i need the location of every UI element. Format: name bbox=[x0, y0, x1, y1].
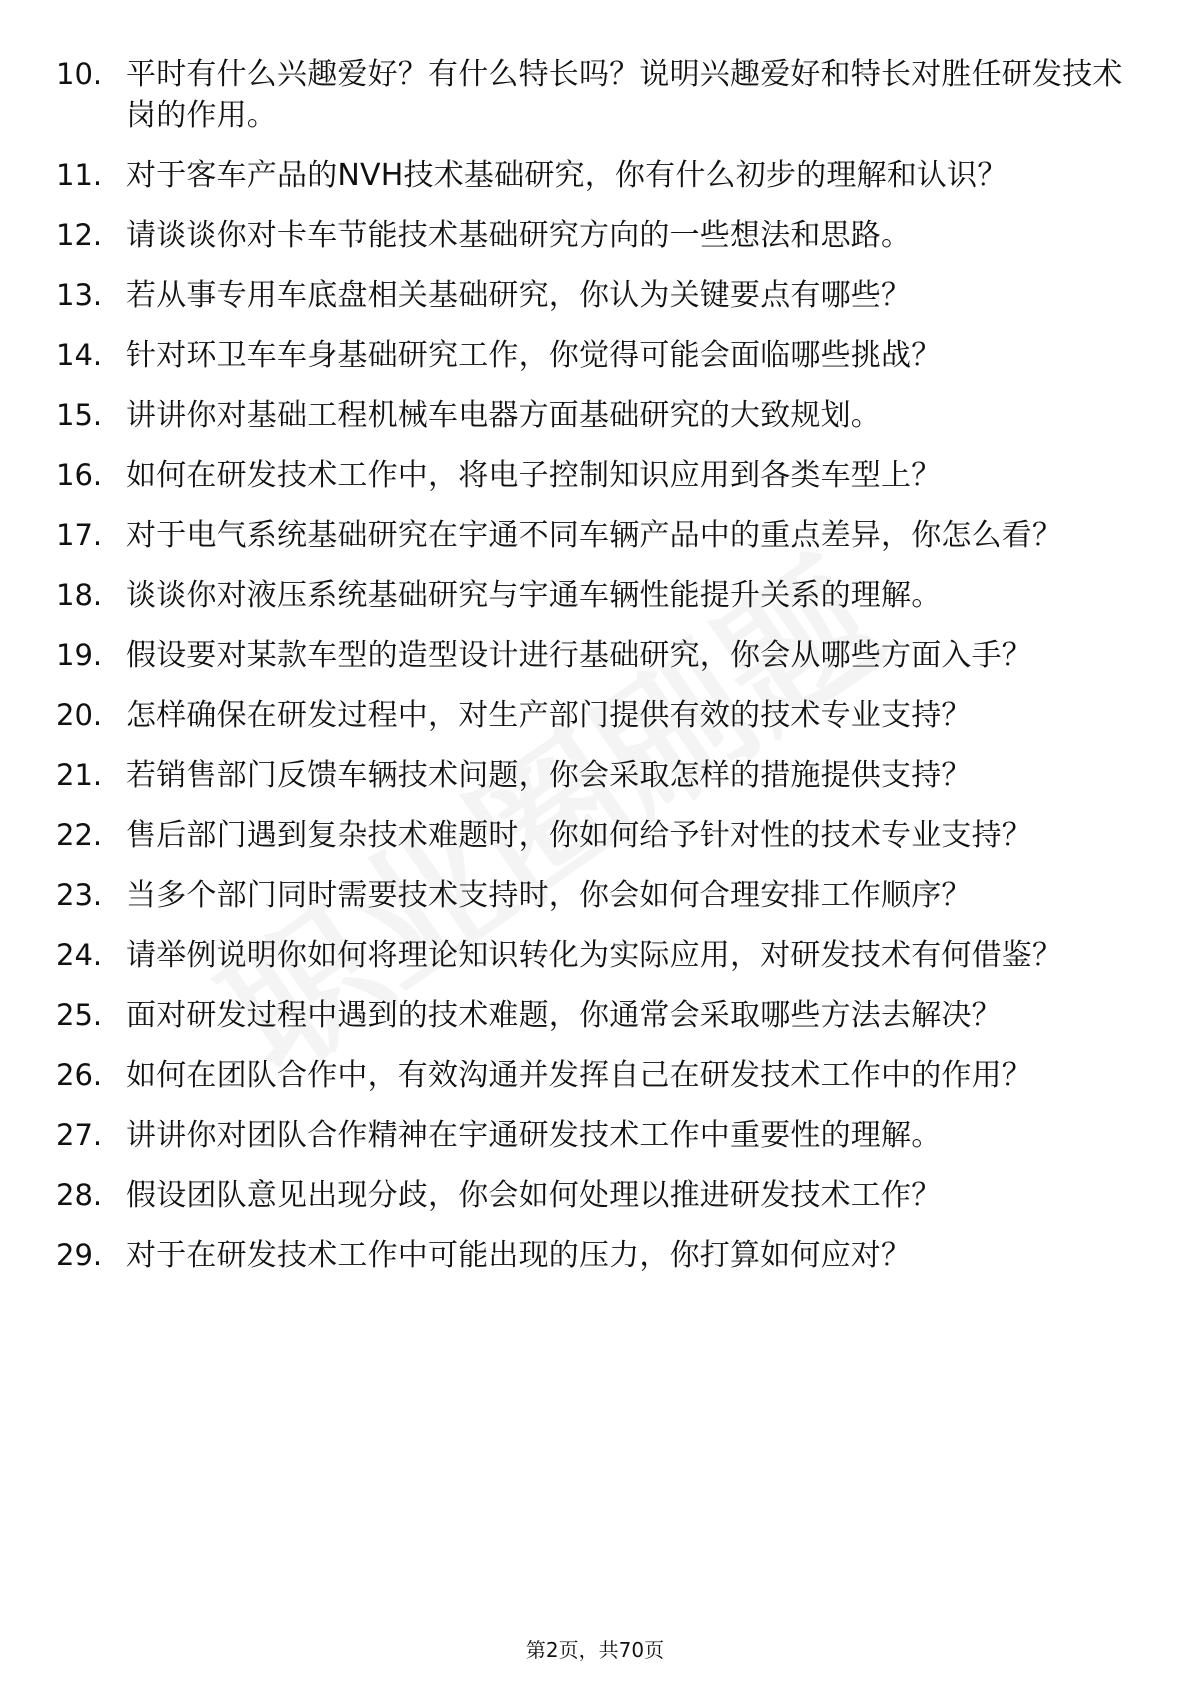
question-text: 假设要对某款车型的造型设计进行基础研究，你会从哪些方面入手？ bbox=[126, 638, 1032, 673]
question-number: 15. bbox=[56, 398, 103, 432]
question-number: 25. bbox=[56, 998, 103, 1032]
question-text: 针对环卫车车身基础研究工作，你觉得可能会面临哪些挑战？ bbox=[126, 338, 942, 373]
question-list bbox=[56, 54, 1126, 1295]
question-text: 若销售部门反馈车辆技术问题，你会采取怎样的措施提供支持？ bbox=[126, 758, 972, 793]
question-text: 请举例说明你如何将理论知识转化为实际应用，对研发技术有何借鉴？ bbox=[126, 938, 1063, 973]
question-item bbox=[56, 1115, 1126, 1156]
question-number: 18. bbox=[56, 578, 103, 612]
question-number: 16. bbox=[56, 458, 103, 492]
question-text: 售后部门遇到复杂技术难题时，你如何给予针对性的技术专业支持？ bbox=[126, 818, 1032, 853]
question-text: 对于在研发技术工作中可能出现的压力，你打算如何应对？ bbox=[126, 1238, 912, 1273]
question-number: 10. bbox=[56, 57, 103, 91]
question-item bbox=[56, 275, 1126, 316]
question-item bbox=[56, 395, 1126, 436]
question-number: 21. bbox=[56, 758, 103, 792]
question-number: 17. bbox=[56, 518, 103, 552]
question-number: 26. bbox=[56, 1058, 103, 1092]
question-item bbox=[56, 935, 1126, 976]
question-item bbox=[56, 575, 1126, 616]
question-number: 19. bbox=[56, 638, 103, 672]
question-number: 29. bbox=[56, 1238, 103, 1272]
question-number: 12. bbox=[56, 218, 103, 252]
question-text: 如何在团队合作中，有效沟通并发挥自己在研发技术工作中的作用？ bbox=[126, 1058, 1032, 1093]
question-text: 面对研发过程中遇到的技术难题，你通常会采取哪些方法去解决？ bbox=[126, 998, 1002, 1033]
page-footer: 第2页，共70页 bbox=[525, 1638, 665, 1662]
question-item bbox=[56, 455, 1126, 496]
question-item bbox=[56, 695, 1126, 736]
question-number: 27. bbox=[56, 1118, 103, 1152]
question-number: 20. bbox=[56, 698, 103, 732]
question-number: 22. bbox=[56, 818, 103, 852]
question-item bbox=[56, 755, 1126, 796]
question-number: 23. bbox=[56, 878, 103, 912]
question-item bbox=[56, 635, 1126, 676]
question-text: 若从事专用车底盘相关基础研究，你认为关键要点有哪些？ bbox=[126, 278, 912, 313]
question-item bbox=[56, 515, 1126, 556]
question-text: 对于电气系统基础研究在宇通不同车辆产品中的重点差异，你怎么看？ bbox=[126, 518, 1063, 553]
question-item bbox=[56, 155, 1126, 196]
question-number: 11. bbox=[56, 158, 103, 192]
question-item bbox=[56, 995, 1126, 1036]
question-item bbox=[56, 1235, 1126, 1276]
question-item bbox=[56, 335, 1126, 376]
question-text: 平时有什么兴趣爱好？有什么特长吗？说明兴趣爱好和特长对胜任研发技术岗的作用。 bbox=[126, 57, 1123, 133]
question-number: 13. bbox=[56, 278, 103, 312]
question-text: 怎样确保在研发过程中，对生产部门提供有效的技术专业支持？ bbox=[126, 698, 972, 733]
question-text: 讲讲你对团队合作精神在宇通研发技术工作中重要性的理解。 bbox=[126, 1118, 942, 1153]
question-item bbox=[56, 215, 1126, 256]
question-item bbox=[56, 875, 1126, 916]
question-number: 14. bbox=[56, 338, 103, 372]
question-item bbox=[56, 1175, 1126, 1216]
question-text: 请谈谈你对卡车节能技术基础研究方向的一些想法和思路。 bbox=[126, 218, 912, 253]
question-number: 24. bbox=[56, 938, 103, 972]
question-text: 对于客车产品的NVH技术基础研究，你有什么初步的理解和认识？ bbox=[126, 158, 1008, 193]
question-item bbox=[56, 815, 1126, 856]
question-text: 如何在研发技术工作中，将电子控制知识应用到各类车型上？ bbox=[126, 458, 942, 493]
question-item bbox=[56, 1055, 1126, 1096]
question-text: 讲讲你对基础工程机械车电器方面基础研究的大致规划。 bbox=[126, 398, 881, 433]
question-text: 谈谈你对液压系统基础研究与宇通车辆性能提升关系的理解。 bbox=[126, 578, 942, 613]
question-item bbox=[56, 54, 1126, 136]
question-text: 假设团队意见出现分歧，你会如何处理以推进研发技术工作？ bbox=[126, 1178, 942, 1213]
question-number: 28. bbox=[56, 1178, 103, 1212]
question-text: 当多个部门同时需要技术支持时，你会如何合理安排工作顺序？ bbox=[126, 878, 972, 913]
